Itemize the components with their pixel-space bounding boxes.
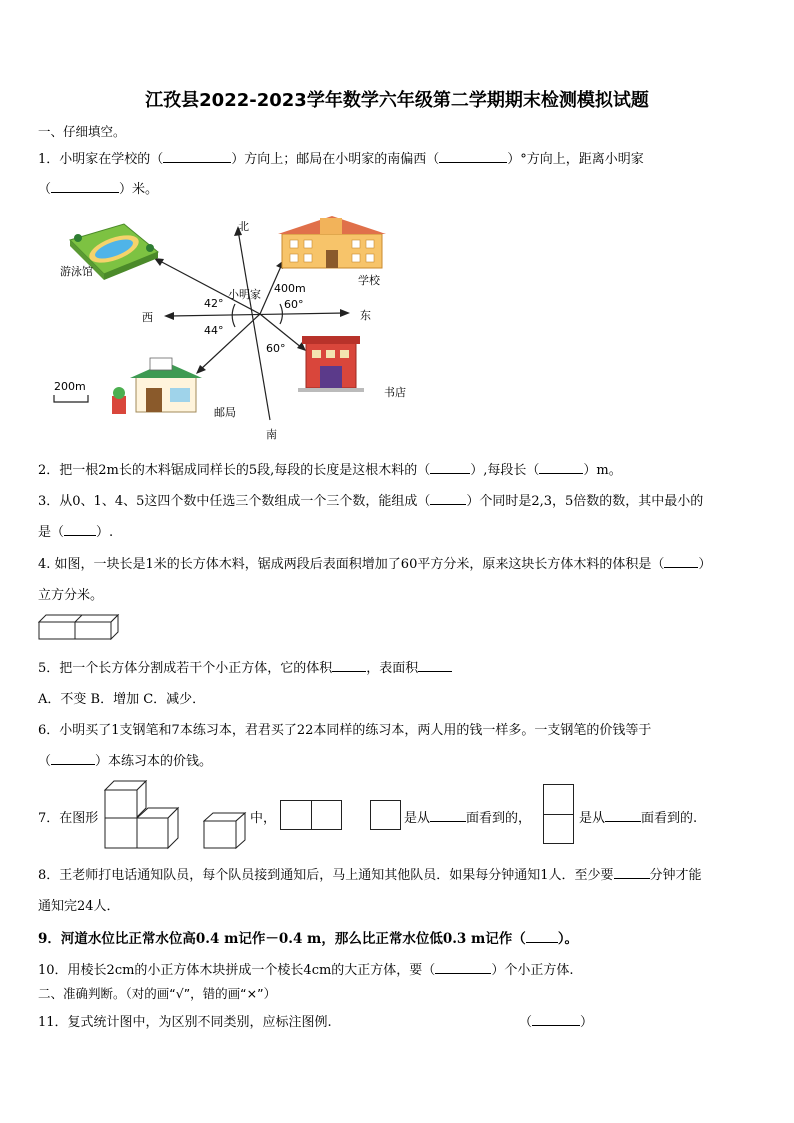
postoffice-direction-line	[200, 314, 260, 370]
west-arrowhead	[164, 312, 174, 320]
question-1-line-1: 1．小明家在学校的（ ）方向上；邮局在小明家的南偏西（ ）°方向上，距离小明家	[38, 152, 644, 167]
postoffice-label: 邮局	[214, 406, 236, 419]
cuboid-figure	[38, 614, 122, 640]
answer-blank[interactable]	[430, 809, 466, 822]
answer-blank[interactable]	[64, 523, 96, 536]
question-7-view-2: 是从 面看到的.	[579, 811, 698, 826]
west-label: 西	[142, 311, 153, 324]
answer-blank[interactable]	[163, 150, 231, 163]
bookstore-label: 书店	[384, 386, 406, 399]
answer-blank[interactable]	[430, 492, 466, 505]
front-view-figure	[280, 800, 342, 830]
answer-blank[interactable]	[51, 752, 95, 765]
top-view-figure	[370, 800, 401, 830]
angle-label-nw: 42°	[204, 297, 224, 310]
question-8-line-1: 8．王老师打电话通知队员，每个队员接到通知后，马上通知其他队员．如果每分钟通知1人．至少要 分钟才能	[38, 868, 702, 883]
question-4-line-2: 立方分米。	[38, 588, 104, 603]
bookstore-illustration	[298, 336, 364, 392]
answer-blank[interactable]	[332, 659, 366, 672]
answer-blank[interactable]	[664, 555, 698, 568]
answer-blank[interactable]	[614, 866, 650, 879]
north-label: 北	[238, 220, 249, 233]
question-7-intro: 7．在图形	[38, 811, 99, 826]
east-arrowhead	[340, 309, 350, 317]
pool-label: 游泳馆	[60, 265, 93, 278]
question-10: 10．用棱长2cm的小正方体木块拼成一个棱长4cm的大正方体，要（ ）个小正方体.	[38, 963, 574, 978]
question-3-line-2: 是（ ）.	[38, 525, 114, 540]
question-11: 11．复式统计图中，为区别不同类别，应标注图例.	[38, 1015, 332, 1030]
question-5: 5．把一个长方体分割成若干个小正方体，它的体积 ，表面积	[38, 657, 452, 676]
answer-blank[interactable]	[435, 961, 491, 974]
cube-stack-figure	[104, 780, 180, 850]
post-office-illustration	[112, 358, 202, 414]
answer-blank[interactable]	[539, 461, 583, 474]
scale-label: 200m	[54, 380, 86, 393]
question-3-line-1: 3．从0、1、4、5这四个数中任选三个数组成一个三个数，能组成（ ）个同时是2,3，5倍数的数，其中最小的	[38, 494, 704, 509]
scale-bar	[54, 395, 88, 402]
angle-label-sw: 44°	[204, 324, 224, 337]
single-cube-figure	[203, 812, 247, 850]
section-2-heading: 二、准确判断。（对的画“√”，错的画“×”）	[38, 986, 277, 1001]
question-6-line-2: （ ）本练习本的价钱。	[38, 754, 213, 769]
question-2: 2．把一根2m长的木料锯成同样长的5段,每段的长度是这根木料的（ ）,每段长（ ）m。	[38, 463, 622, 478]
question-9: 9．河道水位比正常水位高0.4 m记作－0.4 m，那么比正常水位低0.3 m记作（ ）。	[38, 931, 579, 947]
angle-label-ne: 60°	[284, 298, 304, 311]
page-title: 江孜县2022-2023学年数学六年级第二学期期末检测模拟试题	[145, 90, 649, 111]
distance-label: 400m	[274, 282, 306, 295]
direction-map	[40, 212, 440, 444]
question-7-zhong: 中，	[250, 811, 277, 826]
answer-blank[interactable]	[439, 150, 507, 163]
center-label: 小明家	[228, 288, 261, 301]
question-8-line-2: 通知完24人．	[38, 899, 120, 914]
side-view-figure	[543, 784, 574, 844]
answer-blank[interactable]	[51, 180, 119, 193]
east-label: 东	[360, 309, 371, 322]
answer-blank[interactable]	[526, 930, 558, 943]
question-7-view-1: 是从 面看到的，	[404, 811, 532, 826]
school-label: 学校	[358, 274, 380, 287]
answer-blank[interactable]	[430, 461, 470, 474]
question-5-options: A．不变 B．增加 C．减少．	[38, 692, 206, 707]
school-illustration	[278, 216, 386, 268]
north-south-axis	[238, 230, 270, 420]
answer-blank[interactable]	[532, 1013, 580, 1026]
question-1-line-2: （ ）米。	[38, 182, 159, 197]
question-6-line-1: 6．小明买了1支钢笔和7本练习本，君君买了22本同样的练习本，两人用的钱一样多。一支钢笔的价钱等于	[38, 723, 652, 738]
question-4-line-1: 4. 如图，一块长是1米的长方体木料，锯成两段后表面积增加了60平方分米，原来这块长方体木料的体积是（ ）	[38, 557, 712, 572]
answer-blank[interactable]	[418, 659, 452, 672]
section-1-heading: 一、仔细填空。	[38, 124, 126, 139]
question-11-answer: （ ）	[519, 1015, 594, 1030]
south-label: 南	[266, 428, 277, 441]
angle-label-se: 60°	[266, 342, 286, 355]
answer-blank[interactable]	[605, 809, 641, 822]
